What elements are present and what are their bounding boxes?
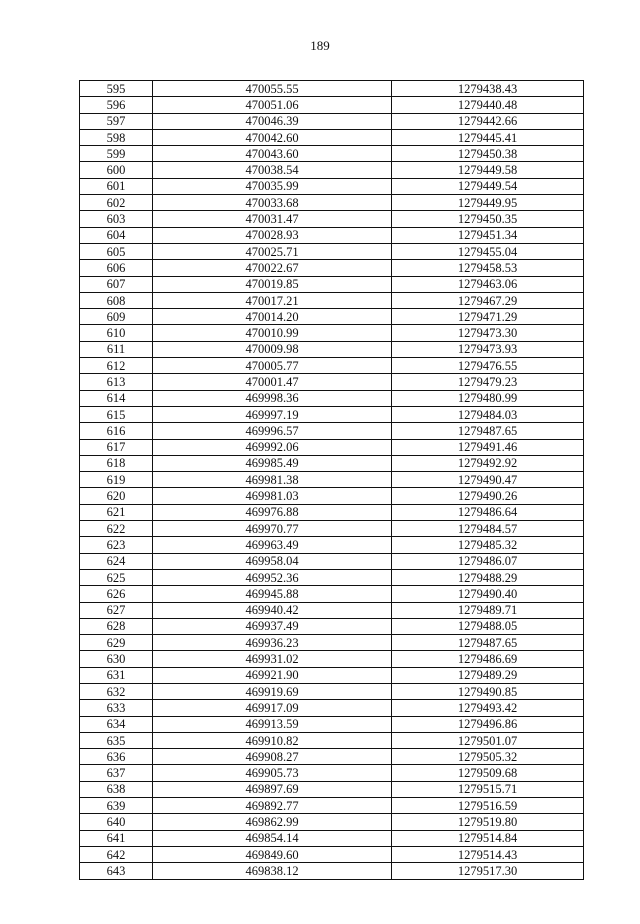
- point-number-cell: 635: [80, 732, 153, 748]
- x-coordinate-cell: 470001.47: [153, 374, 392, 390]
- table-row: [80, 635, 584, 651]
- table-row: [80, 374, 584, 390]
- point-number-cell: 602: [80, 195, 153, 211]
- x-coordinate-cell: 470025.71: [153, 243, 392, 259]
- point-number-cell: 642: [80, 846, 153, 862]
- y-coordinate-cell: 1279487.65: [392, 635, 584, 651]
- point-number-cell: 607: [80, 276, 153, 292]
- x-coordinate-cell: 470017.21: [153, 292, 392, 308]
- x-coordinate-cell: 470035.99: [153, 178, 392, 194]
- point-number-cell: 603: [80, 211, 153, 227]
- x-coordinate-cell: 470028.93: [153, 227, 392, 243]
- y-coordinate-cell: 1279488.29: [392, 569, 584, 585]
- y-coordinate-cell: 1279491.46: [392, 439, 584, 455]
- point-number-cell: 600: [80, 162, 153, 178]
- table-row: [80, 651, 584, 667]
- x-coordinate-cell: 470055.55: [153, 81, 392, 97]
- x-coordinate-cell: 469958.04: [153, 553, 392, 569]
- point-number-cell: 598: [80, 129, 153, 145]
- y-coordinate-cell: 1279486.07: [392, 553, 584, 569]
- point-number-cell: 636: [80, 749, 153, 765]
- x-coordinate-cell: 469998.36: [153, 390, 392, 406]
- y-coordinate-cell: 1279449.95: [392, 195, 584, 211]
- x-coordinate-cell: 470010.99: [153, 325, 392, 341]
- y-coordinate-cell: 1279449.58: [392, 162, 584, 178]
- point-number-cell: 595: [80, 81, 153, 97]
- y-coordinate-cell: 1279480.99: [392, 390, 584, 406]
- x-coordinate-cell: 469849.60: [153, 846, 392, 862]
- table-row: [80, 358, 584, 374]
- point-number-cell: 605: [80, 243, 153, 259]
- table-row: [80, 195, 584, 211]
- point-number-cell: 620: [80, 488, 153, 504]
- point-number-cell: 611: [80, 341, 153, 357]
- x-coordinate-cell: 469945.88: [153, 586, 392, 602]
- point-number-cell: 610: [80, 325, 153, 341]
- y-coordinate-cell: 1279449.54: [392, 178, 584, 194]
- x-coordinate-cell: 470022.67: [153, 260, 392, 276]
- x-coordinate-cell: 469854.14: [153, 830, 392, 846]
- y-coordinate-cell: 1279492.92: [392, 455, 584, 471]
- x-coordinate-cell: 470009.98: [153, 341, 392, 357]
- table-row: [80, 504, 584, 520]
- table-row: [80, 586, 584, 602]
- y-coordinate-cell: 1279489.71: [392, 602, 584, 618]
- point-number-cell: 625: [80, 569, 153, 585]
- table-row: [80, 211, 584, 227]
- table-row: [80, 81, 584, 97]
- table-row: [80, 227, 584, 243]
- x-coordinate-cell: 470043.60: [153, 146, 392, 162]
- y-coordinate-cell: 1279517.30: [392, 863, 584, 879]
- table-row: [80, 129, 584, 145]
- y-coordinate-cell: 1279438.43: [392, 81, 584, 97]
- point-number-cell: 631: [80, 667, 153, 683]
- x-coordinate-cell: 470038.54: [153, 162, 392, 178]
- point-number-cell: 609: [80, 309, 153, 325]
- point-number-cell: 622: [80, 521, 153, 537]
- x-coordinate-cell: 469937.49: [153, 618, 392, 634]
- point-number-cell: 601: [80, 178, 153, 194]
- table-row: [80, 146, 584, 162]
- y-coordinate-cell: 1279490.85: [392, 683, 584, 699]
- table-row: [80, 846, 584, 862]
- table-row: [80, 243, 584, 259]
- table-row: [80, 455, 584, 471]
- point-number-cell: 633: [80, 700, 153, 716]
- y-coordinate-cell: 1279509.68: [392, 765, 584, 781]
- y-coordinate-cell: 1279485.32: [392, 537, 584, 553]
- y-coordinate-cell: 1279496.86: [392, 716, 584, 732]
- table-row: [80, 276, 584, 292]
- point-number-cell: 599: [80, 146, 153, 162]
- table-row: [80, 521, 584, 537]
- x-coordinate-cell: 469940.42: [153, 602, 392, 618]
- y-coordinate-cell: 1279505.32: [392, 749, 584, 765]
- x-coordinate-cell: 469996.57: [153, 423, 392, 439]
- x-coordinate-cell: 470019.85: [153, 276, 392, 292]
- x-coordinate-cell: 470042.60: [153, 129, 392, 145]
- x-coordinate-cell: 470051.06: [153, 97, 392, 113]
- table-row: [80, 113, 584, 129]
- table-row: [80, 798, 584, 814]
- x-coordinate-cell: 469985.49: [153, 455, 392, 471]
- coordinate-table: [79, 80, 584, 880]
- point-number-cell: 637: [80, 765, 153, 781]
- point-number-cell: 640: [80, 814, 153, 830]
- x-coordinate-cell: 469862.99: [153, 814, 392, 830]
- table-row: [80, 700, 584, 716]
- x-coordinate-cell: 469892.77: [153, 798, 392, 814]
- table-row: [80, 781, 584, 797]
- x-coordinate-cell: 469936.23: [153, 635, 392, 651]
- table-row: [80, 618, 584, 634]
- x-coordinate-cell: 470033.68: [153, 195, 392, 211]
- table-row: [80, 97, 584, 113]
- x-coordinate-cell: 469992.06: [153, 439, 392, 455]
- point-number-cell: 617: [80, 439, 153, 455]
- x-coordinate-cell: 469897.69: [153, 781, 392, 797]
- x-coordinate-cell: 469976.88: [153, 504, 392, 520]
- point-number-cell: 604: [80, 227, 153, 243]
- y-coordinate-cell: 1279471.29: [392, 309, 584, 325]
- table-row: [80, 260, 584, 276]
- y-coordinate-cell: 1279489.29: [392, 667, 584, 683]
- point-number-cell: 615: [80, 406, 153, 422]
- y-coordinate-cell: 1279442.66: [392, 113, 584, 129]
- table-row: [80, 602, 584, 618]
- x-coordinate-cell: 469997.19: [153, 406, 392, 422]
- table-row: [80, 406, 584, 422]
- point-number-cell: 606: [80, 260, 153, 276]
- y-coordinate-cell: 1279455.04: [392, 243, 584, 259]
- point-number-cell: 634: [80, 716, 153, 732]
- y-coordinate-cell: 1279493.42: [392, 700, 584, 716]
- table-row: [80, 292, 584, 308]
- x-coordinate-cell: 469838.12: [153, 863, 392, 879]
- y-coordinate-cell: 1279519.80: [392, 814, 584, 830]
- point-number-cell: 626: [80, 586, 153, 602]
- table-row: [80, 178, 584, 194]
- point-number-cell: 638: [80, 781, 153, 797]
- y-coordinate-cell: 1279514.84: [392, 830, 584, 846]
- x-coordinate-cell: 469981.38: [153, 472, 392, 488]
- point-number-cell: 629: [80, 635, 153, 651]
- table-row: [80, 716, 584, 732]
- y-coordinate-cell: 1279463.06: [392, 276, 584, 292]
- x-coordinate-cell: 470005.77: [153, 358, 392, 374]
- x-coordinate-cell: 469921.90: [153, 667, 392, 683]
- point-number-cell: 596: [80, 97, 153, 113]
- point-number-cell: 624: [80, 553, 153, 569]
- y-coordinate-cell: 1279473.93: [392, 341, 584, 357]
- point-number-cell: 618: [80, 455, 153, 471]
- table-row: [80, 423, 584, 439]
- point-number-cell: 632: [80, 683, 153, 699]
- table-row: [80, 749, 584, 765]
- y-coordinate-cell: 1279484.03: [392, 406, 584, 422]
- y-coordinate-cell: 1279501.07: [392, 732, 584, 748]
- table-body: [80, 81, 584, 880]
- y-coordinate-cell: 1279487.65: [392, 423, 584, 439]
- point-number-cell: 627: [80, 602, 153, 618]
- x-coordinate-cell: 469952.36: [153, 569, 392, 585]
- y-coordinate-cell: 1279467.29: [392, 292, 584, 308]
- table-row: [80, 765, 584, 781]
- y-coordinate-cell: 1279484.57: [392, 521, 584, 537]
- point-number-cell: 641: [80, 830, 153, 846]
- point-number-cell: 643: [80, 863, 153, 879]
- table-row: [80, 537, 584, 553]
- point-number-cell: 623: [80, 537, 153, 553]
- y-coordinate-cell: 1279451.34: [392, 227, 584, 243]
- x-coordinate-cell: 470046.39: [153, 113, 392, 129]
- table-row: [80, 863, 584, 879]
- y-coordinate-cell: 1279486.69: [392, 651, 584, 667]
- y-coordinate-cell: 1279476.55: [392, 358, 584, 374]
- table-row: [80, 488, 584, 504]
- x-coordinate-cell: 469913.59: [153, 716, 392, 732]
- point-number-cell: 621: [80, 504, 153, 520]
- y-coordinate-cell: 1279450.38: [392, 146, 584, 162]
- y-coordinate-cell: 1279440.48: [392, 97, 584, 113]
- x-coordinate-cell: 469919.69: [153, 683, 392, 699]
- y-coordinate-cell: 1279516.59: [392, 798, 584, 814]
- table-row: [80, 732, 584, 748]
- point-number-cell: 628: [80, 618, 153, 634]
- point-number-cell: 639: [80, 798, 153, 814]
- y-coordinate-cell: 1279514.43: [392, 846, 584, 862]
- y-coordinate-cell: 1279490.40: [392, 586, 584, 602]
- y-coordinate-cell: 1279515.71: [392, 781, 584, 797]
- point-number-cell: 597: [80, 113, 153, 129]
- table-row: [80, 683, 584, 699]
- point-number-cell: 612: [80, 358, 153, 374]
- table-row: [80, 553, 584, 569]
- table-row: [80, 309, 584, 325]
- y-coordinate-cell: 1279479.23: [392, 374, 584, 390]
- x-coordinate-cell: 469905.73: [153, 765, 392, 781]
- point-number-cell: 630: [80, 651, 153, 667]
- x-coordinate-cell: 469910.82: [153, 732, 392, 748]
- table-row: [80, 814, 584, 830]
- table-row: [80, 569, 584, 585]
- y-coordinate-cell: 1279445.41: [392, 129, 584, 145]
- x-coordinate-cell: 469963.49: [153, 537, 392, 553]
- y-coordinate-cell: 1279486.64: [392, 504, 584, 520]
- y-coordinate-cell: 1279450.35: [392, 211, 584, 227]
- point-number-cell: 616: [80, 423, 153, 439]
- page-number: 189: [310, 38, 330, 53]
- table-row: [80, 162, 584, 178]
- y-coordinate-cell: 1279458.53: [392, 260, 584, 276]
- point-number-cell: 613: [80, 374, 153, 390]
- table-row: [80, 325, 584, 341]
- y-coordinate-cell: 1279473.30: [392, 325, 584, 341]
- x-coordinate-cell: 469917.09: [153, 700, 392, 716]
- x-coordinate-cell: 469908.27: [153, 749, 392, 765]
- x-coordinate-cell: 469981.03: [153, 488, 392, 504]
- x-coordinate-cell: 469931.02: [153, 651, 392, 667]
- table-row: [80, 830, 584, 846]
- table-row: [80, 341, 584, 357]
- point-number-cell: 619: [80, 472, 153, 488]
- y-coordinate-cell: 1279488.05: [392, 618, 584, 634]
- y-coordinate-cell: 1279490.47: [392, 472, 584, 488]
- x-coordinate-cell: 470014.20: [153, 309, 392, 325]
- table-row: [80, 667, 584, 683]
- table-row: [80, 472, 584, 488]
- x-coordinate-cell: 470031.47: [153, 211, 392, 227]
- point-number-cell: 614: [80, 390, 153, 406]
- table-row: [80, 439, 584, 455]
- table-row: [80, 390, 584, 406]
- x-coordinate-cell: 469970.77: [153, 521, 392, 537]
- y-coordinate-cell: 1279490.26: [392, 488, 584, 504]
- point-number-cell: 608: [80, 292, 153, 308]
